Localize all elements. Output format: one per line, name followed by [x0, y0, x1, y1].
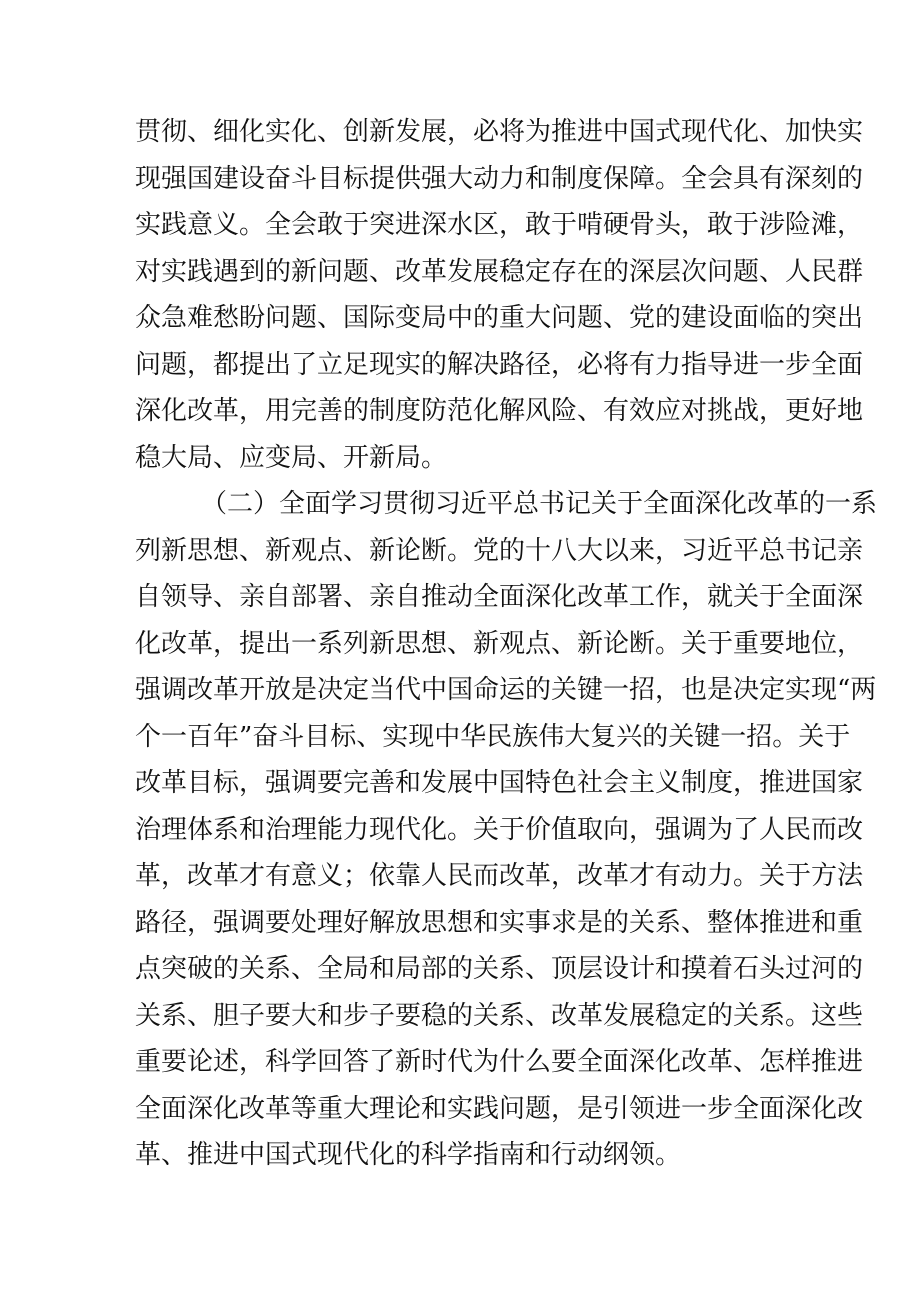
- document-body: [135, 109, 878, 1179]
- text-line: 全面深化改革等重大理论和实践问题，是引领进一步全面深化改: [135, 1093, 864, 1124]
- text-line: 化改革，提出一系列新思想、新观点、新论断。关于重要地位，: [135, 628, 864, 659]
- text-line: 路径，强调要处理好解放思想和实事求是的关系、整体推进和重: [135, 907, 864, 938]
- text-line: 强调改革开放是决定当代中国命运的关键一招，也是决定实现“两: [135, 675, 877, 705]
- text-line: 问题，都提出了立足现实的解决路径，必将有力指导进一步全面: [135, 349, 864, 380]
- text-line: 革、推进中国式现代化的科学指南和行动纲领。: [135, 1140, 682, 1170]
- text-line: 实践意义。全会敢于突进深水区，敢于啃硬骨头，敢于涉险滩，: [135, 210, 864, 240]
- text-line: 稳大局、应变局、开新局。: [135, 442, 448, 473]
- paragraph-1: [135, 109, 864, 481]
- text-line: 关系、胆子要大和步子要稳的关系、改革发展稳定的关系。这些: [135, 1000, 864, 1031]
- text-line: 对实践遇到的新问题、改革发展稳定存在的深层次问题、人民群: [135, 256, 864, 287]
- text-line: 列新思想、新观点、新论断。党的十八大以来，习近平总书记亲: [135, 535, 864, 566]
- text-line: 个一百年”奋斗目标、实现中华民族伟大复兴的关键一招。关于: [135, 721, 851, 752]
- text-line: 自领导、亲自部署、亲自推动全面深化改革工作，就关于全面深: [135, 582, 864, 612]
- text-line: （二）全面学习贯彻习近平总书记关于全面深化改革的一系: [201, 489, 878, 519]
- text-line: 重要论述，科学回答了新时代为什么要全面深化改革、怎样推进: [135, 1047, 864, 1077]
- text-line: 现强国建设奋斗目标提供强大动力和制度保障。全会具有深刻的: [135, 163, 864, 194]
- text-line: 贯彻、细化实化、创新发展，必将为推进中国式现代化、加快实: [135, 117, 864, 147]
- text-line: 众急难愁盼问题、国际变局中的重大问题、党的建设面临的突出: [135, 303, 864, 333]
- text-line: 深化改革，用完善的制度防范化解风险、有效应对挑战，更好地: [135, 396, 864, 426]
- text-line: 革，改革才有意义；依靠人民而改革，改革才有动力。关于方法: [135, 861, 864, 891]
- paragraph-2: [135, 481, 878, 1179]
- text-line: 改革目标，强调要完善和发展中国特色社会主义制度，推进国家: [135, 768, 864, 798]
- text-line: 治理体系和治理能力现代化。关于价值取向，强调为了人民而改: [135, 814, 864, 845]
- text-line: 点突破的关系、全局和局部的关系、顶层设计和摸着石头过河的: [135, 954, 864, 984]
